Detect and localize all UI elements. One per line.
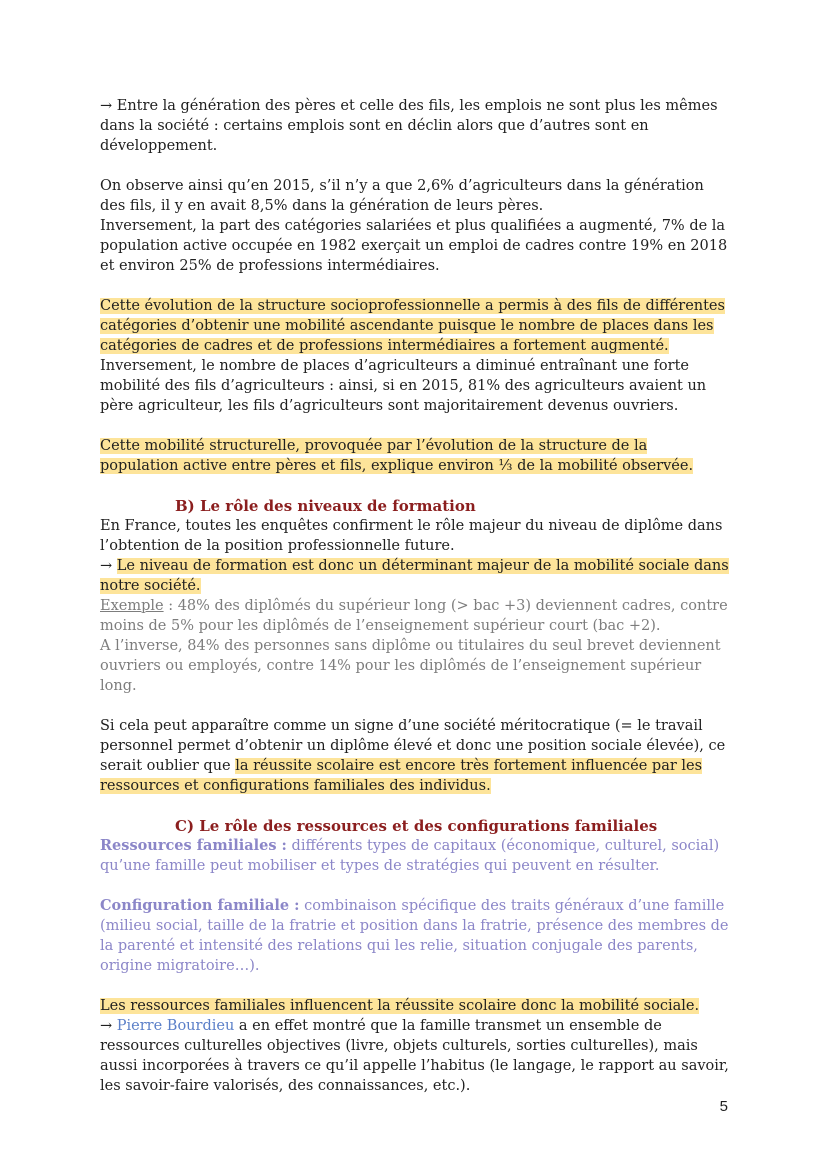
highlight-niveau-formation: Le niveau de formation est donc un déterminant majeur de la mobilité sociale dans notre société. [100,558,729,594]
page-number: 5 [719,1098,728,1115]
def-ressources-familiales: différents types de capitaux (économique, culturel, social) qu’une famille peut mobiliser et types de stratégies qui peuvent en résulter. [100,838,720,874]
definition-ressources-familiales [100,836,730,876]
def-configuration-familiale: combinaison spécifique des traits généraux d’une famille (milieu social, taille de la fratrie et position dans la fratrie, présence des membres de la parenté et intensité des relations qui les relie, situation conjugale des parents, origine migratoire…). [100,898,729,974]
paragraph-evolution-structure [100,296,730,356]
arrow-icon: → [100,1018,117,1034]
paragraph-exemple [100,596,730,636]
highlight-evolution: Cette évolution de la structure socioprofessionnelle a permis à des fils de différentes catégories d’obtenir une mobilité ascendante puisque le nombre de places dans les catégories de cadres et de professions intermédiaires a fortement augmenté. [100,298,725,354]
paragraph-meritocratie [100,716,730,796]
exemple-text: : 48% des diplômés du supérieur long (> bac +3) deviennent cadres, contre moins de 5% pour les diplômés de l’enseignement supérieur court (bac +2). [100,598,728,634]
paragraph-enquetes: En France, toutes les enquêtes confirment le rôle majeur du niveau de diplôme dans l’obtention de la position professionnelle future. [100,518,723,554]
term-ressources-familiales: Ressources familiales : [100,837,287,854]
paragraph-generations: → Entre la génération des pères et celle des fils, les emplois ne sont plus les mêmes dans la société : certains emplois sont en déclin alors que d’autres sont en développement. [100,98,718,154]
term-configuration-familiale: Configuration familiale : [100,897,300,914]
section-heading-c: C) Le rôle des ressources et des configurations familiales [175,817,658,835]
paragraph-sans-diplome: A l’inverse, 84% des personnes sans diplôme ou titulaires du seul brevet deviennent ouvriers ou employés, contre 14% pour les diplômés de l’enseignement supérieur long. [100,638,721,694]
paragraph-agriculteurs: On observe ainsi qu’en 2015, s’il n’y a que 2,6% d’agriculteurs dans la génération des fils, il y en avait 8,5% dans la génération de leurs pères. [100,178,704,214]
paragraph-categories-salariees: Inversement, la part des catégories salariées et plus qualifiées a augmenté, 7% de la population active occupée en 1982 exerçait un emploi de cadres contre 19% en 2018 et environ 25% de professions intermédiaires. [100,218,728,274]
bourdieu-text: a en effet montré que la famille transmet un ensemble de ressources culturelles objectives (livre, objets culturels, sorties culturelles), mais aussi incorporées à travers ce qu’il appelle l’habitus (le langage, le rapport au savoir, les savoir-faire valorisés, des connaissances, etc.). [100,1018,729,1094]
paragraph-bourdieu [100,1016,730,1096]
bourdieu-link[interactable]: Pierre Bourdieu [116,1018,235,1034]
arrow-icon: → [100,558,117,574]
paragraph-niveau-formation [100,556,730,596]
highlight-ressources-influencent: Les ressources familiales influencent la réussite scolaire donc la mobilité sociale. [100,998,700,1014]
highlight-mobilite-structurelle: Cette mobilité structurelle, provoquée par l’évolution de la structure de la population active entre pères et fils, explique environ ⅓ de la mobilité observée. [100,438,694,474]
paragraph-ressources-influencent [100,996,730,1016]
paragraph-mobilite-structurelle [100,436,730,476]
highlight-reussite-scolaire: la réussite scolaire est encore très fortement influencée par les ressources et configurations familiales des individus. [100,758,703,794]
exemple-label: Exemple [100,598,164,614]
meritocratie-text: Si cela peut apparaître comme un signe d’une société méritocratique (= le travail personnel permet d’obtenir un diplôme élevé et donc une position sociale élevée), ce serait oublier que [100,718,726,774]
paragraph-places-agriculteurs: Inversement, le nombre de places d’agriculteurs a diminué entraînant une forte mobilité des fils d’agriculteurs : ainsi, si en 2015, 81% des agriculteurs avaient un père agriculteur, les fils d’agriculteurs sont majoritairement devenus ouvriers. [100,358,707,414]
definition-configuration-familiale [100,896,730,976]
document-page [100,96,730,1096]
section-heading-b: B) Le rôle des niveaux de formation [175,497,476,515]
